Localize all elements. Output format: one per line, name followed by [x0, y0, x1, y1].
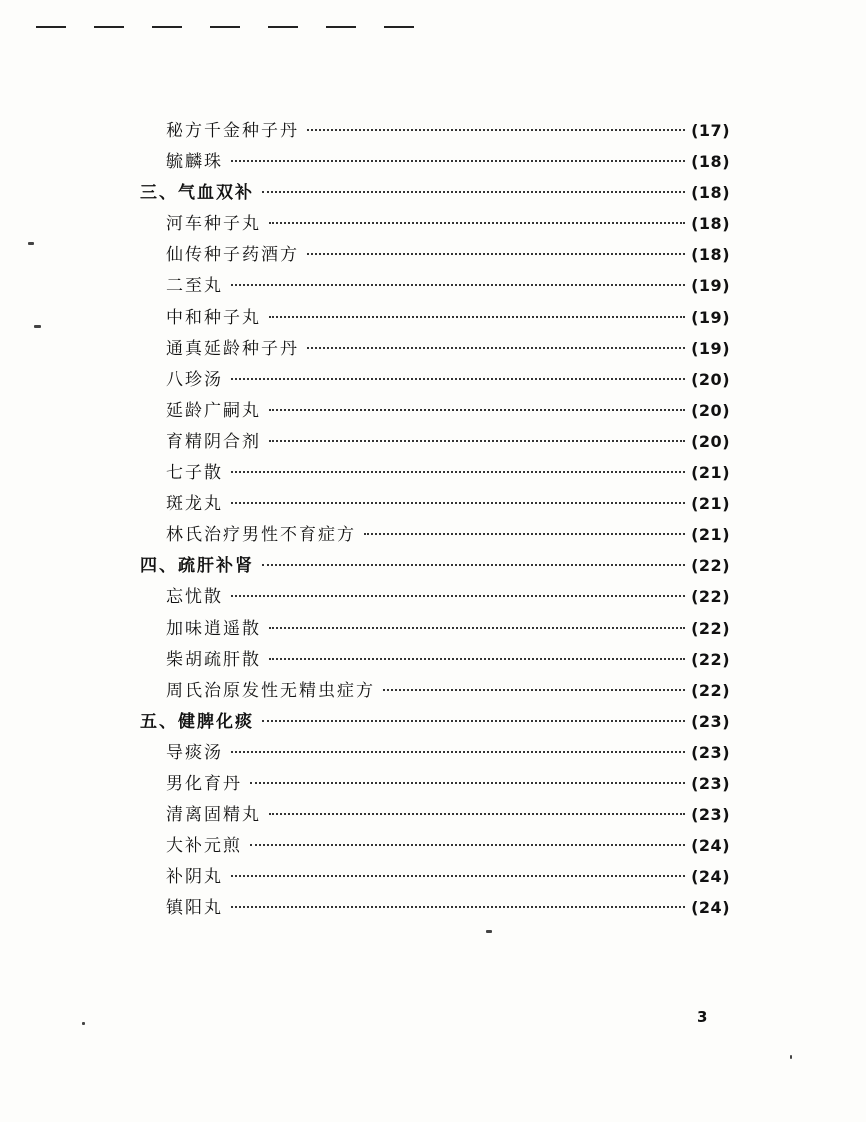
dot-leader	[269, 627, 685, 629]
toc-entry-row	[140, 737, 730, 768]
header-dash	[94, 26, 124, 28]
dot-leader	[250, 782, 685, 784]
toc-entry-row	[140, 270, 730, 301]
toc-entry-page: (18)	[691, 152, 730, 172]
toc-entry-page: (22)	[691, 556, 730, 576]
dot-leader	[269, 409, 685, 411]
toc-section-row	[140, 550, 730, 581]
toc-entry-page: (23)	[691, 773, 730, 793]
toc-entry-row	[140, 239, 730, 270]
header-dash	[210, 26, 240, 28]
toc-entry-row	[140, 644, 730, 675]
toc-entry-title: 林氏治疗男性不育症方	[166, 525, 356, 546]
dot-leader	[262, 720, 685, 722]
scan-speck	[486, 930, 492, 933]
toc-entry-page: (20)	[691, 369, 730, 389]
dot-leader	[307, 347, 685, 349]
header-dash	[268, 26, 298, 28]
toc-entry-title: 导痰汤	[166, 742, 223, 763]
dot-leader	[231, 284, 685, 286]
toc-entry-title: 七子散	[166, 463, 223, 484]
dot-leader	[231, 875, 685, 877]
toc-entry-row	[140, 892, 730, 923]
toc-entry-row	[140, 830, 730, 861]
toc-entry-row	[140, 613, 730, 644]
toc-entry-row	[140, 768, 730, 799]
dot-leader	[250, 844, 685, 846]
toc-entry-row	[140, 115, 730, 146]
toc-entry-page: (20)	[691, 400, 730, 420]
dot-leader	[231, 160, 685, 162]
toc-entry-title: 五、健脾化痰	[140, 711, 254, 732]
table-of-contents	[140, 115, 730, 923]
dot-leader	[231, 906, 685, 908]
toc-entry-row	[140, 395, 730, 426]
dot-leader	[269, 813, 685, 815]
toc-entry-row	[140, 208, 730, 239]
toc-entry-page: (18)	[691, 245, 730, 265]
toc-entry-row	[140, 799, 730, 830]
header-rule	[36, 26, 414, 28]
toc-entry-page: (22)	[691, 680, 730, 700]
toc-entry-title: 柴胡疏肝散	[166, 649, 261, 670]
toc-entry-page: (23)	[691, 742, 730, 762]
toc-entry-row	[140, 488, 730, 519]
toc-entry-title: 清离固精丸	[166, 805, 261, 826]
toc-entry-title: 通真延龄种子丹	[166, 338, 299, 359]
toc-entry-page: (18)	[691, 214, 730, 234]
toc-entry-page: (24)	[691, 867, 730, 887]
dot-leader	[231, 471, 685, 473]
dot-leader	[383, 689, 685, 691]
toc-entry-title: 毓麟珠	[166, 152, 223, 173]
toc-entry-row	[140, 364, 730, 395]
toc-entry-title: 三、气血双补	[140, 183, 254, 204]
toc-entry-row	[140, 302, 730, 333]
toc-entry-row	[140, 519, 730, 550]
toc-entry-title: 二至丸	[166, 276, 223, 297]
toc-entry-title: 育精阴合剂	[166, 431, 261, 452]
page-number: 3	[697, 1008, 708, 1026]
toc-section-row	[140, 177, 730, 208]
dot-leader	[262, 564, 685, 566]
toc-entry-title: 补阴丸	[166, 867, 223, 888]
toc-entry-title: 男化育丹	[166, 773, 242, 794]
dot-leader	[269, 316, 685, 318]
toc-section-row	[140, 706, 730, 737]
toc-entry-title: 周氏治原发性无精虫症方	[166, 680, 375, 701]
toc-entry-title: 仙传种子药酒方	[166, 245, 299, 266]
toc-entry-page: (24)	[691, 898, 730, 918]
toc-entry-title: 河车种子丸	[166, 214, 261, 235]
toc-entry-row	[140, 457, 730, 488]
dot-leader	[269, 222, 685, 224]
toc-entry-page: (21)	[691, 494, 730, 514]
toc-entry-page: (20)	[691, 431, 730, 451]
toc-entry-row	[140, 675, 730, 706]
toc-entry-page: (21)	[691, 463, 730, 483]
toc-entry-page: (19)	[691, 307, 730, 327]
toc-entry-title: 秘方千金种子丹	[166, 121, 299, 141]
toc-entry-title: 镇阳丸	[166, 898, 223, 919]
dot-leader	[231, 378, 685, 380]
toc-entry-page: (24)	[691, 836, 730, 856]
toc-entry-page: (23)	[691, 711, 730, 731]
dot-leader	[364, 533, 685, 535]
toc-entry-page: (23)	[691, 805, 730, 825]
scan-speck	[34, 325, 41, 328]
scan-speck	[790, 1055, 792, 1059]
scan-speck	[82, 1022, 85, 1025]
toc-entry-title: 大补元煎	[166, 836, 242, 857]
dot-leader	[307, 253, 685, 255]
toc-entry-title: 中和种子丸	[166, 307, 261, 328]
dot-leader	[231, 595, 685, 597]
toc-entry-row	[140, 333, 730, 364]
dot-leader	[231, 502, 685, 504]
toc-entry-row	[140, 581, 730, 612]
toc-entry-row	[140, 146, 730, 177]
toc-entry-title: 四、疏肝补肾	[140, 556, 254, 577]
toc-entry-title: 忘忧散	[166, 587, 223, 608]
toc-entry-page: (19)	[691, 338, 730, 358]
toc-entry-page: (21)	[691, 525, 730, 545]
header-dash	[36, 26, 66, 28]
toc-entry-row	[140, 861, 730, 892]
dot-leader	[307, 129, 685, 131]
toc-entry-title: 加味逍遥散	[166, 618, 261, 639]
toc-entry-page: (17)	[691, 121, 730, 140]
header-dash	[152, 26, 182, 28]
toc-entry-row	[140, 426, 730, 457]
toc-entry-page: (22)	[691, 618, 730, 638]
scan-speck	[28, 242, 34, 245]
header-dash	[384, 26, 414, 28]
dot-leader	[262, 191, 685, 193]
toc-entry-page: (22)	[691, 649, 730, 669]
toc-entry-page: (18)	[691, 183, 730, 203]
toc-entry-title: 斑龙丸	[166, 494, 223, 515]
dot-leader	[269, 658, 685, 660]
toc-entry-title: 八珍汤	[166, 369, 223, 390]
toc-entry-page: (22)	[691, 587, 730, 607]
toc-entry-title: 延龄广嗣丸	[166, 400, 261, 421]
header-dash	[326, 26, 356, 28]
dot-leader	[269, 440, 685, 442]
dot-leader	[231, 751, 685, 753]
toc-entry-page: (19)	[691, 276, 730, 296]
